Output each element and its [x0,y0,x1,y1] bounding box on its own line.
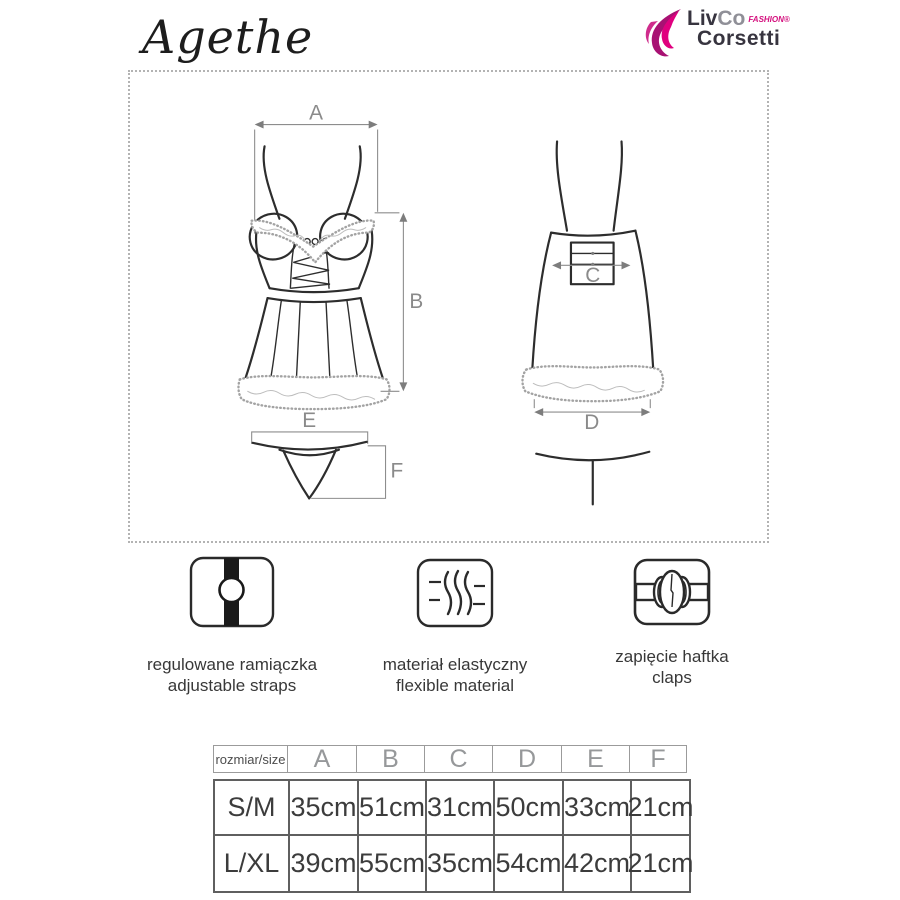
size-column-d: D [493,745,562,773]
size-column-c: C [425,745,493,773]
measurement-label-a: A [309,101,324,125]
front-view-drawing [238,121,407,410]
size-value: 21cm [632,781,689,836]
feature-caption-en: adjustable straps [167,676,297,695]
size-value: 55cm [359,836,427,891]
diagram-panel [128,70,769,543]
size-column-b: B [357,745,425,773]
fur-trim-hem [238,376,389,409]
measurement-diagram [130,72,767,541]
brand-name-line1 [687,8,790,29]
measurement-label-b: B [409,289,424,313]
feature-caption [342,654,568,696]
size-row-label: L/XL [215,836,290,891]
panties-front-drawing [252,432,386,498]
brand-name-line2: Corsetti [697,27,781,50]
size-value: 21cm [627,848,694,878]
flexible-material-icon [416,558,494,628]
size-column-f: F [630,745,687,773]
panties-back-drawing [536,452,649,505]
hook-clasp-icon [633,558,711,626]
size-value: 39cm [290,836,359,891]
measurement-label-c: C [585,264,601,288]
size-value: 50cm [495,781,564,836]
size-table-header [213,745,687,773]
size-table-corner-label: rozmiar/size [213,745,288,773]
feature-caption [562,646,782,688]
feature-caption-pl: materiał elastyczny [382,655,528,674]
measurement-label-e: E [302,408,317,432]
size-value: 35cm [427,836,495,891]
measurement-label-f: F [390,459,404,483]
size-value: 31cm [427,781,495,836]
product-title: Agethe [142,10,314,64]
size-table-body [213,779,694,893]
feature-flexible-material [342,558,568,696]
feature-caption-en: flexible material [395,676,515,695]
feature-caption-en: claps [652,668,692,687]
brand-swoosh-icon [643,8,685,58]
brand-fashion-tag: FASHION® [748,15,790,24]
measurement-label-d: D [584,410,600,434]
size-value: 51cm [359,781,427,836]
size-value: 35cm [290,781,359,836]
size-value: 42cm [564,836,632,891]
fur-trim-back-hem [522,366,663,401]
size-column-e: E [562,745,630,773]
brand-wordmark [687,8,790,49]
brand-name-liv: Liv [687,7,718,30]
size-column-a: A [288,745,357,773]
size-value: 33cm [564,781,632,836]
size-row-label: S/M [215,781,290,836]
feature-caption-pl: zapięcie haftka [615,647,729,666]
feature-caption [112,654,352,696]
feature-adjustable-straps [112,556,352,696]
brand-logo [643,8,790,58]
brand-name-co: Co [717,7,746,30]
adjustable-straps-icon [189,556,275,628]
size-value: 54cm [495,836,564,891]
feature-hook-clasp [562,558,782,688]
feature-caption-pl: regulowane ramiączka [146,655,318,674]
